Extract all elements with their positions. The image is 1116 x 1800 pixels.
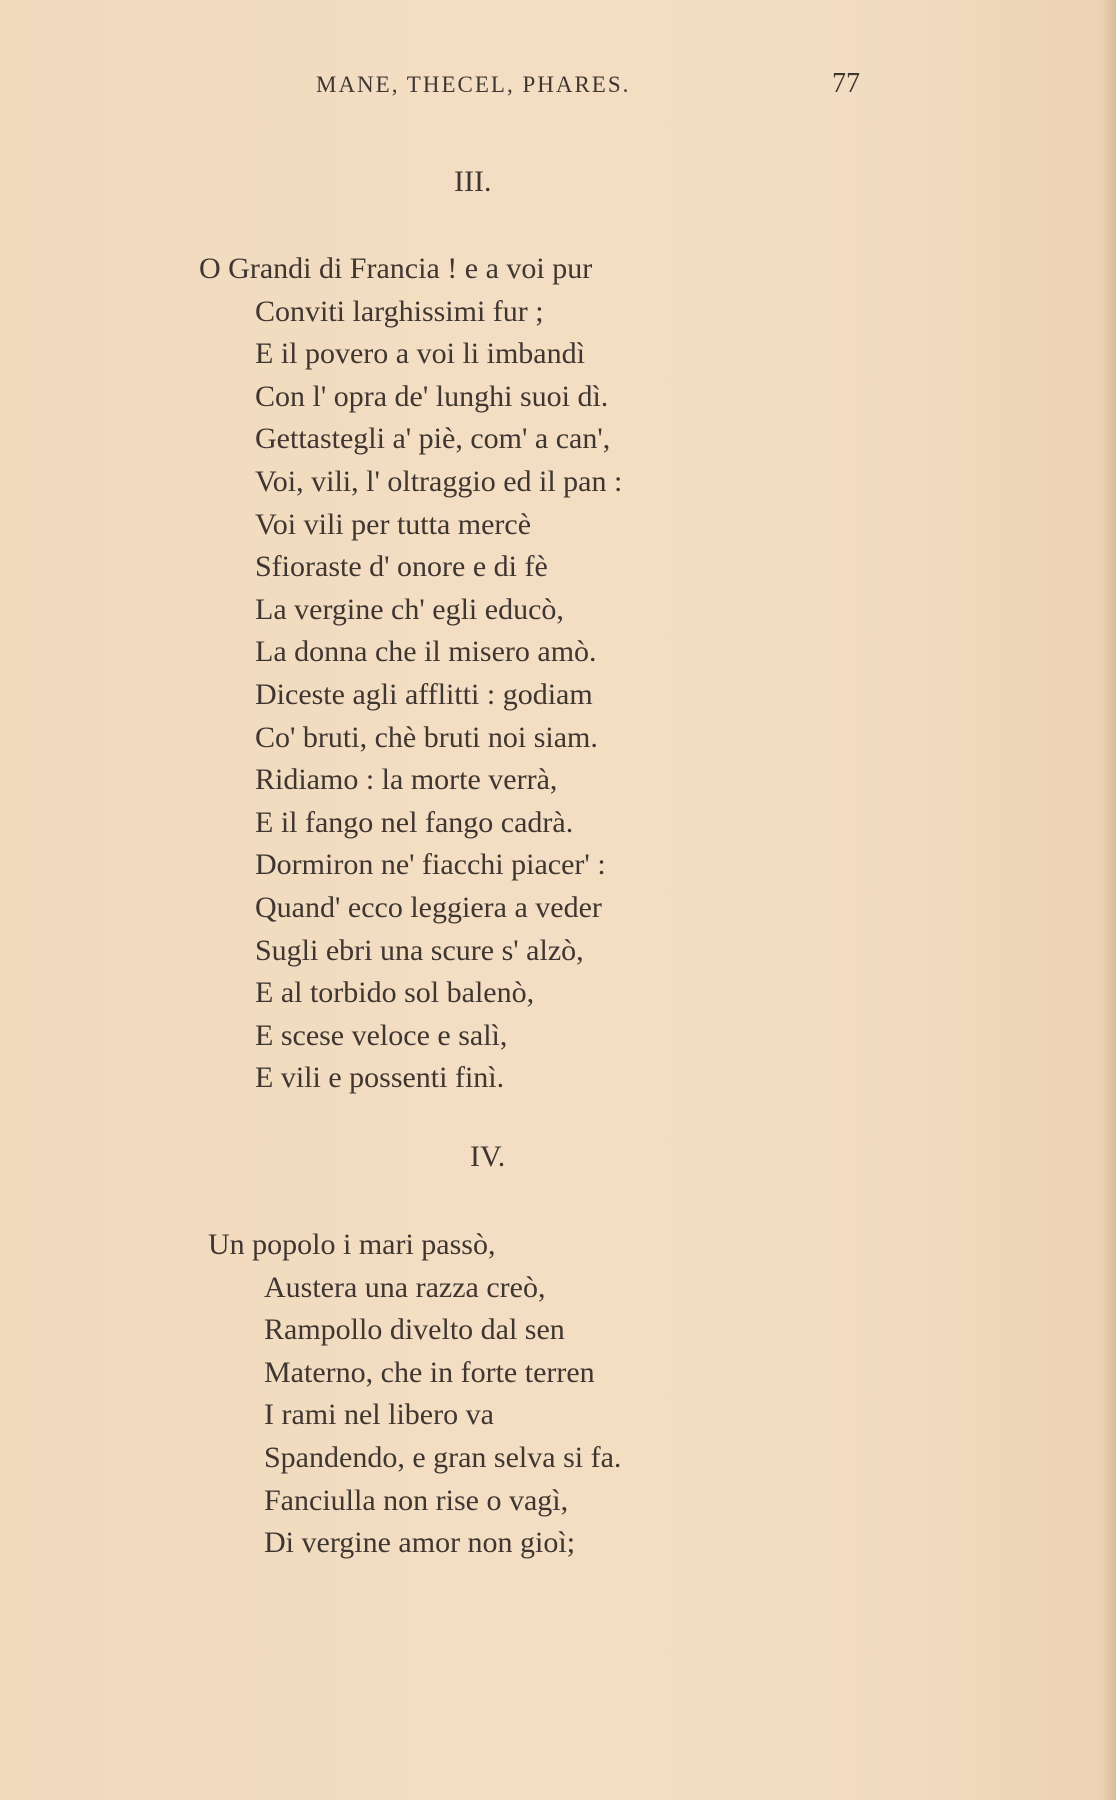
verse-line: E scese veloce e salì, bbox=[255, 1018, 508, 1052]
verse-line: Sugli ebri una scure s' alzò, bbox=[255, 933, 584, 967]
verse-line: E vili e possenti finì. bbox=[255, 1061, 505, 1095]
verse-line: Un popolo i mari passò, bbox=[208, 1228, 496, 1261]
verse-line: Di vergine amor non gioì; bbox=[264, 1526, 576, 1560]
verse-line: I rami nel libero va bbox=[264, 1398, 494, 1432]
verse-line: Dormiron ne' fiacchi piacer' : bbox=[255, 848, 606, 882]
verse-line: La vergine ch' egli educò, bbox=[255, 592, 564, 626]
verse-line: O Grandi di Francia ! e a voi pur bbox=[199, 252, 593, 285]
verse-line: La donna che il misero amò. bbox=[255, 635, 597, 669]
running-title: MANE, THECEL, PHARES. bbox=[316, 72, 631, 97]
verse-line: Rampollo divelto dal sen bbox=[264, 1313, 565, 1347]
stanza-iv bbox=[208, 1224, 621, 1565]
verse-line: Materno, che in forte terren bbox=[264, 1355, 595, 1389]
verse-line: Spandendo, e gran selva si fa. bbox=[264, 1440, 622, 1474]
stanza-iii bbox=[199, 248, 622, 1100]
verse-line: Fanciulla non rise o vagì, bbox=[264, 1483, 569, 1517]
verse-line: E al torbido sol balenò, bbox=[255, 976, 535, 1010]
section-heading-iii: III. bbox=[454, 165, 492, 198]
verse-line: Quand' ecco leggiera a veder bbox=[255, 890, 602, 924]
verse-line: E il fango nel fango cadrà. bbox=[255, 805, 574, 839]
verse-line: E il povero a voi li imbandì bbox=[255, 337, 585, 371]
verse-line: Conviti larghissimi fur ; bbox=[255, 294, 544, 328]
page-number: 77 bbox=[832, 68, 860, 99]
verse-line: Con l' opra de' lunghi suoi dì. bbox=[255, 379, 609, 413]
page-edge-shadow bbox=[1102, 0, 1116, 1800]
verse-line: Sfioraste d' onore e di fè bbox=[255, 550, 548, 584]
verse-line: Ridiamo : la morte verrà, bbox=[255, 763, 558, 797]
verse-line: Voi vili per tutta mercè bbox=[255, 507, 532, 541]
verse-line: Gettastegli a' piè, com' a can', bbox=[255, 422, 611, 456]
verse-line: Diceste agli afflitti : godiam bbox=[255, 677, 593, 711]
verse-line: Co' bruti, chè bruti noi siam. bbox=[255, 720, 598, 754]
verse-line: Voi, vili, l' oltraggio ed il pan : bbox=[255, 464, 623, 498]
verse-line: Austera una razza creò, bbox=[264, 1270, 546, 1304]
section-heading-iv: IV. bbox=[470, 1140, 506, 1173]
